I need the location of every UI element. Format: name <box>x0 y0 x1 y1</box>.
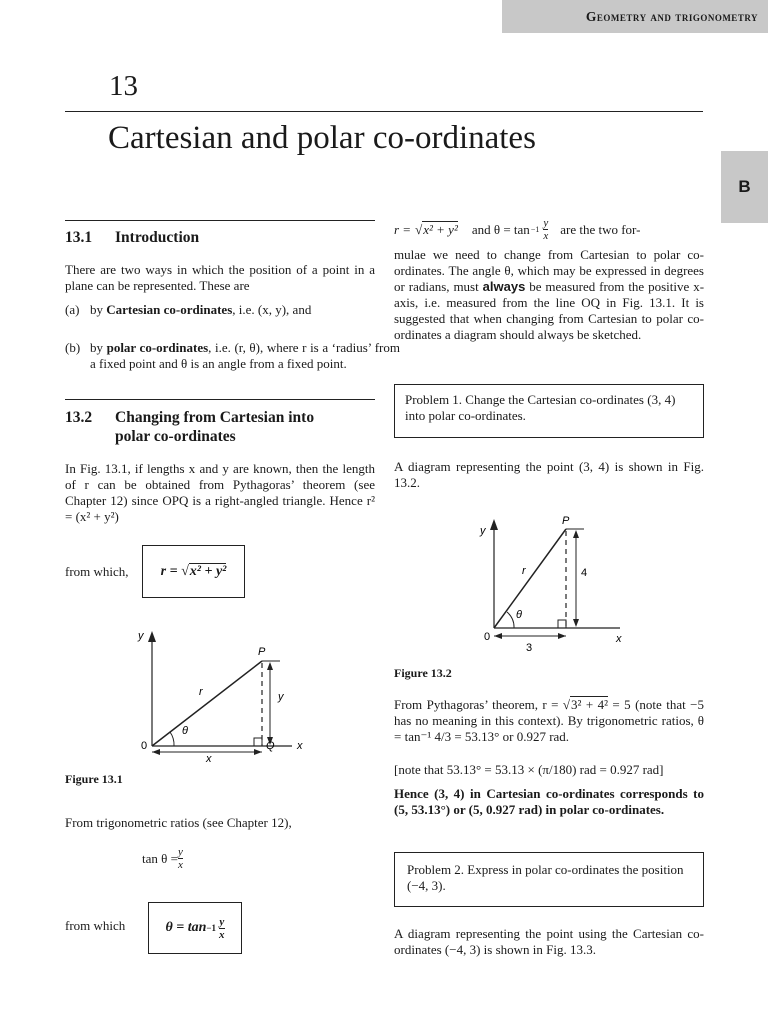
fig1-y-length-label: y <box>278 691 284 703</box>
chapter-number: 13 <box>109 70 138 102</box>
fig2-r-label: r <box>522 565 526 577</box>
from-which-label: from which, <box>65 564 129 579</box>
fig1-x-length-label: x <box>206 753 212 763</box>
formula-box-theta: θ = tan −1 $\frac{y}{x}$ <box>148 902 242 954</box>
figure-13-2-caption: Figure 13.2 <box>394 666 452 680</box>
pythagoras-paragraph: From Pythagoras’ theorem, r = √3² + 4² = 5 (note that −5 has no meaning in this context). By trigonometric ratios, θ = tan⁻¹ 4/3 = 53.13° or 0.927 rad. <box>394 697 704 744</box>
trig-ratios-text: From trigonometric ratios (see Chapter 12), <box>65 815 292 830</box>
figure-13-1-caption: Figure 13.1 <box>65 772 123 786</box>
tan-theta-equation: tan θ = $\frac{y}{x}$ <box>142 846 183 871</box>
list-item-b: (b) by polar co-ordinates, i.e. (r, θ), where r is a ‘radius’ from a fixed point and θ is an angle from a fixed point. <box>65 340 400 371</box>
fig1-y-axis-label: y <box>138 630 144 642</box>
chapter-title: Cartesian and polar co-ordinates <box>108 120 536 156</box>
fig2-origin-label: 0 <box>484 631 491 643</box>
fig1-point-p-label: P <box>258 646 266 658</box>
fig2-y-axis-label: y <box>480 525 486 537</box>
list-item-a: (a) by Cartesian co-ordinates, i.e. (x, y), and <box>65 302 312 317</box>
fig2-intro-text: A diagram representing the point (3, 4) is shown in Fig. 13.2. <box>394 459 704 490</box>
result-statement: Hence (3, 4) in Cartesian co-ordinates corresponds to (5, 53.13°) or (5, 0.927 rad) in polar co-ordinates. <box>394 786 704 817</box>
formulae-line: r = √x² + y² and θ = tan −1 $\frac{y}{x}$ are the two for- <box>394 217 641 242</box>
problem-1-box: Problem 1. Change the Cartesian co-ordinates (3, 4) into polar co-ordinates. <box>394 384 704 438</box>
fig3-intro-text: A diagram representing the point using the Cartesian co-ordinates (−4, 3) is shown in Fig. 13.3. <box>394 926 704 957</box>
changing-paragraph: In Fig. 13.1, if lengths x and y are known, then the length of r can be obtained from Pythagoras’ theorem (see Chapter 12) since OPQ is a right-angled triangle. Hence r² = (x² + y²) <box>65 461 375 524</box>
formula-box-r: r = √x² + y² <box>142 545 245 598</box>
radian-note: [note that 53.13° = 53.13 × (π/180) rad = 0.927 rad] <box>394 762 664 777</box>
fig1-q-label: Q <box>266 740 275 752</box>
fig2-theta-label: θ <box>516 609 522 621</box>
fig1-origin-label: 0 <box>141 740 148 752</box>
running-header: Geometry and trigonometry <box>502 0 768 33</box>
problem-2-box: Problem 2. Express in polar co-ordinates the position (−4, 3). <box>394 852 704 907</box>
fig1-theta-label: θ <box>182 725 188 737</box>
chapter-divider <box>65 111 703 112</box>
formulae-explanation: mulae we need to change from Cartesian to polar co-ordinates. The angle θ, which may be expressed in degrees or radians, must always be measured from the positive x-axis, i.e. measured from the line OQ in Fig. 13.1. It is suggested that when changing from Cartesian to polar co-ordinates a diagram should always be sketched. <box>394 247 705 342</box>
intro-paragraph: There are two ways in which the position of a point in a plane can be represented. These are <box>65 262 375 293</box>
section-tab: B <box>721 151 768 223</box>
fig2-three-label: 3 <box>526 642 533 654</box>
fig2-x-axis-label: x <box>616 633 622 645</box>
section-rule <box>65 399 375 400</box>
figure-13-1 <box>120 628 320 763</box>
from-which-label-2: from which <box>65 918 126 933</box>
section-heading-13-2: 13.2 Changing from Cartesian into polar co-ordinates <box>65 409 315 445</box>
fig2-point-p-label: P <box>562 515 570 527</box>
fig1-x-axis-label: x <box>297 740 303 752</box>
section-rule <box>65 220 375 221</box>
fig2-four-label: 4 <box>581 567 588 579</box>
figure-13-2 <box>470 512 640 657</box>
section-heading-13-1: 13.1 Introduction <box>65 229 200 246</box>
fig1-r-label: r <box>199 686 203 698</box>
